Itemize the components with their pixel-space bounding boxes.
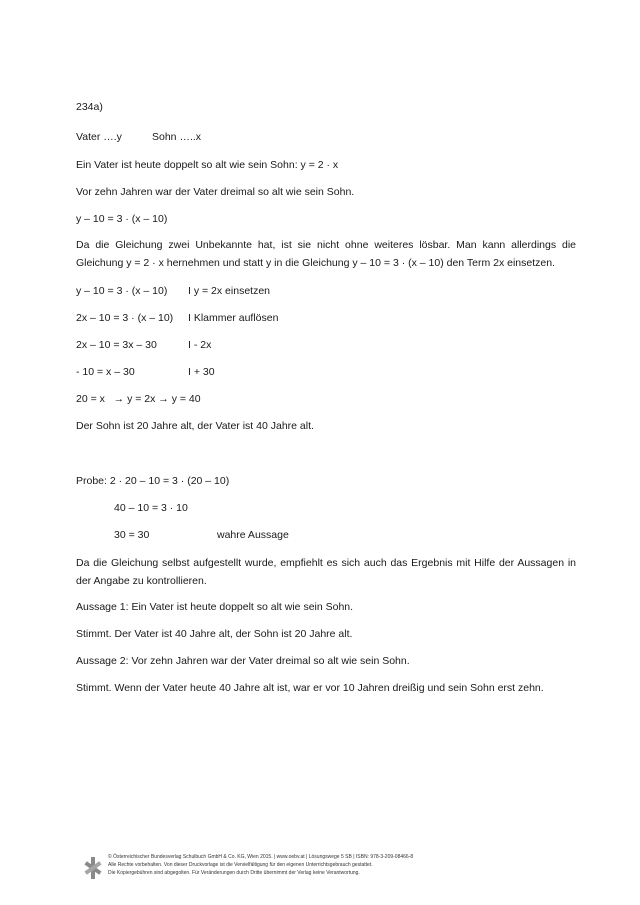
footer-disclaimer: Die Kopiergebühren sind abgegolten. Für Veränderungen durch Dritte übernimmt der Verlag keine Verantwortung. (108, 870, 360, 876)
probe-line-3: 30 = 30 (114, 529, 150, 541)
footer-rights: Alle Rechte vorbehalten. Von dieser Druckvorlage ist die Vervielfältigung für den eigenen Unterrichtsgebrauch gestattet. (108, 862, 373, 868)
step-eq-1: y – 10 = 3 · (x – 10) (76, 285, 168, 297)
step-op-2: I Klammer auflösen (188, 312, 279, 324)
step-eq-3: 2x – 10 = 3x – 30 (76, 339, 157, 351)
result-line: 20 = x → y = 2x → y = 40 (76, 393, 201, 405)
explanation-paragraph: Da die Gleichung zwei Unbekannte hat, ist sie nicht ohne weiteres lösbar. Man kann allerdings die Gleichung y = 2 · x hernehmen und statt y in die Gleichung y – 10 = 3 · (x – 10) den Term 2x einsetzen. (76, 239, 576, 269)
probe-line-2: 40 – 10 = 3 · 10 (114, 502, 188, 514)
statement-2: Vor zehn Jahren war der Vater dreimal so alt wie sein Sohn. (76, 186, 355, 198)
statement-1: Ein Vater ist heute doppelt so alt wie sein Sohn: y = 2 · x (76, 159, 339, 171)
probe-line-1: Probe: 2 · 20 – 10 = 3 · (20 – 10) (76, 475, 230, 487)
equation-2: y – 10 = 3 · (x – 10) (76, 213, 168, 225)
step-eq-2: 2x – 10 = 3 · (x – 10) (76, 312, 174, 324)
step-op-4: I + 30 (188, 366, 215, 378)
footer (108, 853, 548, 877)
step-op-3: I - 2x (188, 339, 212, 351)
answer-line: Der Sohn ist 20 Jahre alt, der Vater ist 40 Jahre alt. (76, 420, 314, 432)
variable-vater: Vater ….y (76, 131, 122, 143)
variable-sohn: Sohn …..x (152, 131, 202, 143)
publisher-logo-icon (84, 857, 102, 879)
stimmt-1: Stimmt. Der Vater ist 40 Jahre alt, der Sohn ist 20 Jahre alt. (76, 628, 353, 640)
probe-note: wahre Aussage (217, 529, 289, 541)
problem-number: 234a) (76, 101, 103, 113)
step-eq-4: - 10 = x – 30 (76, 366, 135, 378)
stimmt-2: Stimmt. Wenn der Vater heute 40 Jahre alt ist, war er vor 10 Jahren dreißig und sein Sohn erst zehn. (76, 682, 544, 694)
control-paragraph: Da die Gleichung selbst aufgestellt wurde, empfiehlt es sich auch das Ergebnis mit Hilfe der Aussagen in der Angabe zu kontrollieren. (76, 557, 576, 587)
footer-copyright: © Österreichischer Bundesverlag Schulbuch GmbH & Co. KG, Wien 2015. | www.oebv.at | Lösungswege 5 SB | ISBN: 978-3-209-08466-8 (108, 854, 414, 860)
aussage-1: Aussage 1: Ein Vater ist heute doppelt so alt wie sein Sohn. (76, 601, 354, 613)
step-op-1: I y = 2x einsetzen (188, 285, 271, 297)
aussage-2: Aussage 2: Vor zehn Jahren war der Vater dreimal so alt wie sein Sohn. (76, 655, 410, 667)
